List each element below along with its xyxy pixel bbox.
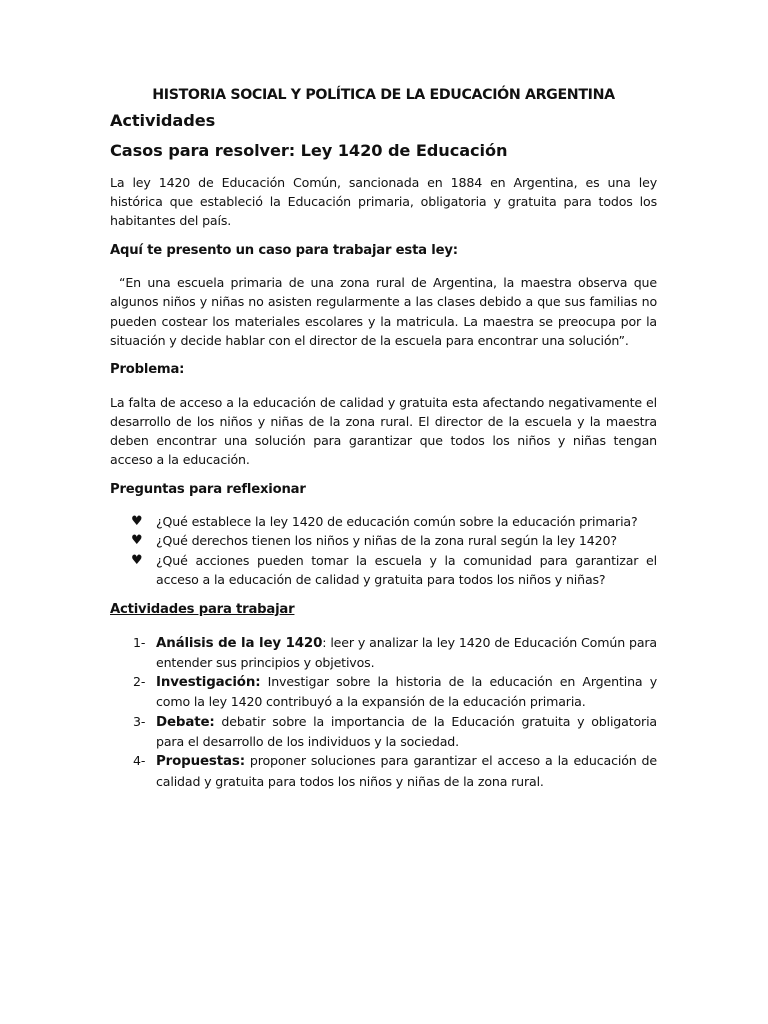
question-item [110, 531, 657, 550]
activity-term: Análisis de la ley 1420 [156, 635, 323, 651]
activity-number: 3- [133, 713, 146, 729]
case-intro-heading: Aquí te presento un caso para trabajar esta ley: [110, 242, 458, 258]
activity-term: Debate: [156, 714, 215, 730]
activity-item [110, 672, 657, 712]
activity-item [110, 712, 657, 752]
intro-paragraph: La ley 1420 de Educación Común, sancionada en 1884 en Argentina, es una ley histórica que estableció la Educación primaria, obligatoria y gratuita para todos los habitantes del país. [110, 174, 657, 229]
section-heading: Actividades [110, 111, 216, 131]
activity-text: proponer soluciones para garantizar el acceso a la educación de calidad y gratuita para todos los niños y niñas de la zona rural. [156, 753, 657, 789]
activity-number: 4- [133, 753, 146, 769]
document-title: HISTORIA SOCIAL Y POLÍTICA DE LA EDUCACIÓN ARGENTINA [152, 87, 615, 103]
questions-heading: Preguntas para reflexionar [110, 481, 306, 497]
activity-text: debatir sobre la importancia de la Educación gratuita y obligatoria para el desarrollo de los individuos y la sociedad. [156, 713, 657, 750]
activity-term: Investigación: [156, 675, 261, 691]
question-text: ¿Qué derechos tienen los niños y niñas de la zona rural según la ley 1420? [156, 533, 617, 549]
problem-heading: Problema: [110, 362, 185, 378]
case-heading: Casos para resolver: Ley 1420 de Educación [110, 140, 508, 160]
heart-bullet-icon: ♥ [131, 514, 143, 530]
activity-item [110, 633, 657, 673]
problem-paragraph: La falta de acceso a la educación de calidad y gratuita esta afectando negativamente el desarrollo de los niños y niñas de la zona rural. El director de la escuela y la maestra deben encontrar una solución para garantizar que todos los niños y niñas tengan acceso a la educación. [110, 394, 657, 468]
activity-number: 1- [133, 634, 146, 650]
activity-text: : leer y analizar la ley 1420 de Educación Común para entender sus principios y objetivos. [156, 634, 657, 670]
document-body [110, 86, 657, 791]
question-item [110, 551, 657, 590]
activity-term: Propuestas: [156, 754, 245, 770]
questions-list [110, 512, 657, 589]
question-text: ¿Qué establece la ley 1420 de educación común sobre la educación primaria? [156, 514, 638, 530]
heart-bullet-icon: ♥ [131, 533, 143, 549]
activities-heading: Actividades para trabajar [110, 602, 295, 618]
activity-item [110, 751, 657, 791]
activities-list [110, 633, 657, 791]
activity-number: 2- [133, 674, 146, 690]
question-item [110, 512, 657, 531]
heart-bullet-icon: ♥ [131, 552, 143, 568]
case-quote: “En una escuela primaria de una zona rural de Argentina, la maestra observa que algunos niños y niñas no asisten regularmente a las clases debido a que sus familias no pueden costear los materiales escolares y la matricula. La maestra se preocupa por la situación y decide hablar con el director de la escuela para encontrar una solución”. [110, 275, 657, 348]
activity-text: Investigar sobre la historia de la educación en Argentina y como la ley 1420 contribuyó a la expansión de la educación primaria. [156, 674, 657, 710]
question-text: ¿Qué acciones pueden tomar la escuela y la comunidad para garantizar el acceso a la educación de calidad y gratuita para todos los niños y niñas? [156, 552, 657, 587]
